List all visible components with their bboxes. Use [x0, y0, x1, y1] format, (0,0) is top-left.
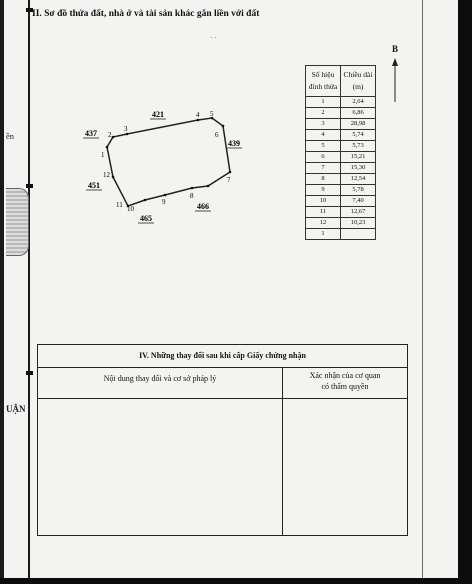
vertex-number-cell: 9 — [306, 185, 341, 196]
changes-title: IV. Những thay đổi sau khi cấp Giấy chứng nhận — [38, 345, 407, 368]
neighbor-parcel-left-top: 437 — [85, 129, 97, 138]
length-cell: 7,40 — [341, 196, 376, 207]
vertex-number-cell: 4 — [306, 130, 341, 141]
vertex-number-cell: 1 — [306, 97, 341, 108]
table-row — [306, 218, 376, 229]
side-note-fragment: UẬN — [6, 404, 26, 414]
length-cell: 28,98 — [341, 119, 376, 130]
side-note-fragment: ền — [6, 131, 15, 141]
vertex-length-table — [305, 65, 376, 240]
header-change-content: Nội dung thay đổi và cơ sở pháp lý — [38, 368, 283, 398]
vertex-label: 5 — [210, 110, 214, 118]
length-cell: 10,23 — [341, 218, 376, 229]
table-row — [306, 130, 376, 141]
vertex-label: 10 — [127, 205, 134, 213]
ink-smudge: · · — [210, 34, 217, 42]
neighbor-parcel-top: 421 — [152, 110, 164, 119]
vertex-label: 2 — [108, 131, 112, 139]
changes-body — [38, 399, 407, 536]
section-title: II. Sơ đồ thửa đất, nhà ở và tài sản khác gắn liền với đất — [32, 9, 260, 19]
vertex-number-cell: 3 — [306, 119, 341, 130]
neighbor-parcel-right: 439 — [228, 139, 240, 148]
table-row — [306, 207, 376, 218]
table-row — [306, 174, 376, 185]
length-cell — [341, 229, 376, 240]
north-arrow-head-icon — [392, 58, 398, 66]
table-header-row — [306, 66, 376, 97]
vertex-label: 9 — [162, 198, 166, 206]
changes-table — [37, 344, 408, 536]
vertex-number-cell: 7 — [306, 163, 341, 174]
neighbor-parcel-bottom-left: 465 — [140, 214, 152, 223]
length-cell: 15,21 — [341, 152, 376, 163]
table-row — [306, 229, 376, 240]
vertex-number-cell: 11 — [306, 207, 341, 218]
header-confirmation-line: Xác nhận của cơ quan — [309, 371, 381, 380]
header-confirmation — [283, 368, 407, 398]
vertex-number-cell: 1 — [306, 229, 341, 240]
table-row — [306, 185, 376, 196]
vertex-label: 12 — [103, 171, 110, 179]
table-row — [306, 119, 376, 130]
length-cell: 5,73 — [341, 141, 376, 152]
vertex-label: 1 — [101, 151, 105, 159]
header-confirmation-line: có thẩm quyền — [321, 382, 369, 391]
length-cell: 6,86 — [341, 108, 376, 119]
table-row — [306, 163, 376, 174]
vertex-label: 4 — [196, 111, 200, 119]
table-row — [306, 196, 376, 207]
header-vertex: Số hiệu đỉnh thửa — [306, 66, 341, 97]
table-row — [306, 97, 376, 108]
length-cell: 5,74 — [341, 130, 376, 141]
neighbor-parcel-bottom-right: 466 — [197, 202, 209, 211]
change-content-cell — [38, 399, 283, 536]
length-cell: 12,54 — [341, 174, 376, 185]
length-cell: 2,64 — [341, 97, 376, 108]
table-row — [306, 141, 376, 152]
length-cell: 5,78 — [341, 185, 376, 196]
vertex-number-cell: 2 — [306, 108, 341, 119]
length-cell: 12,67 — [341, 207, 376, 218]
vertex-label: 7 — [227, 176, 231, 184]
vertex-number-cell: 5 — [306, 141, 341, 152]
length-cell: 15,30 — [341, 163, 376, 174]
vertex-label: 8 — [190, 192, 194, 200]
vertex-label: 11 — [116, 201, 123, 209]
vertex-number-cell: 6 — [306, 152, 341, 163]
vertex-number-cell: 12 — [306, 218, 341, 229]
vertex-number-cell: 10 — [306, 196, 341, 207]
changes-header-row — [38, 368, 407, 399]
table-row — [306, 152, 376, 163]
header-length: Chiều dài (m) — [341, 66, 376, 97]
vertex-label: 6 — [215, 131, 219, 139]
neighbor-parcel-left: 451 — [88, 181, 100, 190]
vertex-label: 3 — [124, 125, 128, 133]
vertex-number-cell: 8 — [306, 174, 341, 185]
north-label: B — [392, 44, 399, 54]
table-row — [306, 108, 376, 119]
